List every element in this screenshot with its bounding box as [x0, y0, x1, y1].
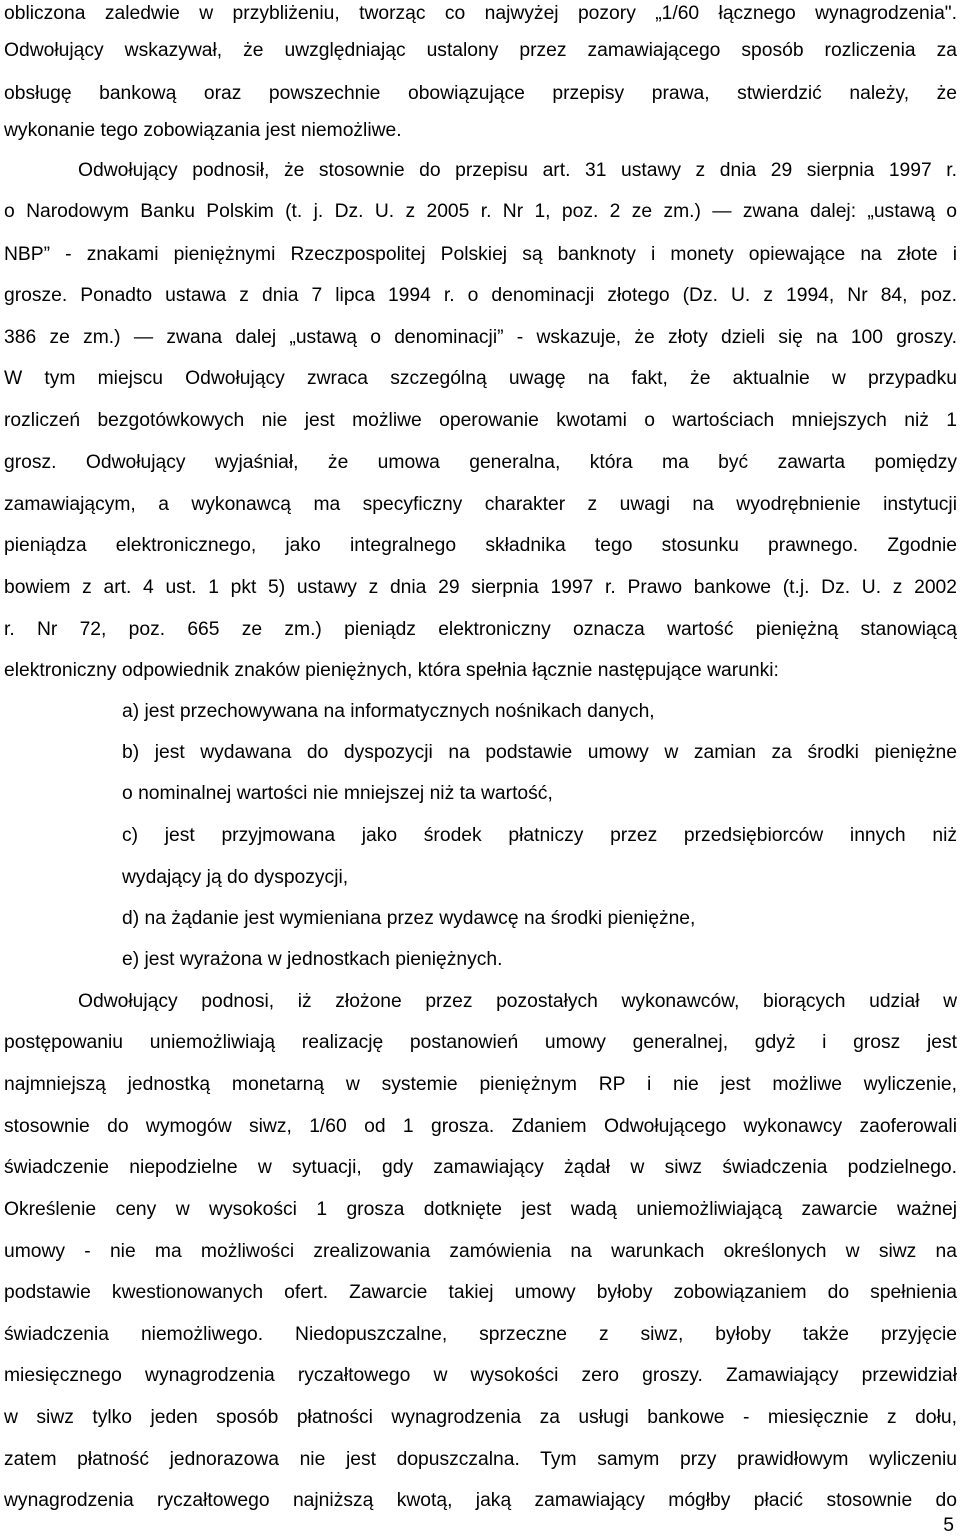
- list-item: b) jest wydawana do dyspozycji na podstawie umowy w zamian za środki pieniężne: [122, 742, 957, 763]
- list-item: c) jest przyjmowana jako środek płatniczy przez przedsiębiorców innych niż: [122, 825, 957, 846]
- page-number: 5: [943, 1515, 954, 1536]
- text-line: grosz. Odwołujący wyjaśniał, że umowa generalna, która ma być zawarta pomiędzy: [4, 452, 957, 473]
- text-line: Odwołujący wskazywał, że uwzględniając ustalony przez zamawiającego sposób rozliczenia za: [4, 40, 957, 61]
- text-line: Określenie ceny w wysokości 1 grosza dotknięte jest wadą uniemożliwiającą zawarcie ważnej: [4, 1199, 957, 1220]
- text-line: obliczona zaledwie w przybliżeniu, tworząc co najwyżej pozory „1/60 łącznego wynagrodzenia".: [4, 3, 957, 24]
- text-line: o Narodowym Banku Polskim (t. j. Dz. U. z 2005 r. Nr 1, poz. 2 ze zm.) ― zwana dalej: „ustawą o: [4, 201, 957, 222]
- text-line: zamawiającym, a wykonawcą ma specyficzny charakter z uwagi na wyodrębnienie instytucji: [4, 494, 957, 515]
- text-line: stosownie do wymogów siwz, 1/60 od 1 grosza. Zdaniem Odwołującego wykonawcy zaoferowali: [4, 1116, 957, 1137]
- text-line: podstawie kwestionowanych ofert. Zawarcie takiej umowy byłoby zobowiązaniem do spełnienia: [4, 1282, 957, 1303]
- text-line: NBP” - znakami pieniężnymi Rzeczpospolitej Polskiej są banknoty i monety opiewające na złote i: [4, 244, 957, 265]
- text-line: zatem płatność jednorazowa nie jest dopuszczalna. Tym samym przy prawidłowym wyliczeniu: [4, 1449, 957, 1470]
- list-item-continuation: o nominalnej wartości nie mniejszej niż ta wartość,: [122, 783, 553, 804]
- text-line: umowy - nie ma możliwości zrealizowania zamówienia na warunkach określonych w siwz na: [4, 1241, 957, 1262]
- text-line: elektroniczny odpowiednik znaków pieniężnych, która spełnia łącznie następujące warunki:: [4, 660, 779, 681]
- text-line: wynagrodzenia ryczałtowego najniższą kwotą, jaką zamawiający mógłby płacić stosownie do: [4, 1490, 957, 1511]
- text-line: W tym miejscu Odwołujący zwraca szczególną uwagę na fakt, że aktualnie w przypadku: [4, 368, 957, 389]
- text-line: w siwz tylko jeden sposób płatności wynagrodzenia za usługi bankowe - miesięcznie z dołu,: [4, 1407, 957, 1428]
- text-line: Odwołujący podnosił, że stosownie do przepisu art. 31 ustawy z dnia 29 sierpnia 1997 r.: [78, 160, 957, 181]
- text-line: świadczenie niepodzielne w sytuacji, gdy zamawiający żądał w siwz świadczenia podzielnego.: [4, 1157, 957, 1178]
- text-line: Odwołujący podnosi, iż złożone przez pozostałych wykonawców, biorących udział w: [78, 991, 957, 1012]
- text-line: najmniejszą jednostką monetarną w systemie pieniężnym RP i nie jest możliwe wyliczenie,: [4, 1074, 957, 1095]
- list-item: d) na żądanie jest wymieniana przez wydawcę na środki pieniężne,: [122, 908, 696, 929]
- list-item: a) jest przechowywana na informatycznych nośnikach danych,: [122, 701, 655, 722]
- text-line: obsługę bankową oraz powszechnie obowiązujące przepisy prawa, stwierdzić należy, że: [4, 83, 957, 104]
- text-line: świadczenia niemożliwego. Niedopuszczalne, sprzeczne z siwz, byłoby także przyjęcie: [4, 1324, 957, 1345]
- text-line: postępowaniu uniemożliwiają realizację postanowień umowy generalnej, gdyż i grosz jest: [4, 1032, 957, 1053]
- text-line: bowiem z art. 4 ust. 1 pkt 5) ustawy z dnia 29 sierpnia 1997 r. Prawo bankowe (t.j. Dz. U. z 2002: [4, 577, 957, 598]
- list-item: e) jest wyrażona w jednostkach pieniężnych.: [122, 949, 503, 970]
- text-line: wykonanie tego zobowiązania jest niemożliwe.: [4, 120, 402, 141]
- list-item-continuation: wydający ją do dyspozycji,: [122, 867, 349, 888]
- text-line: rozliczeń bezgotówkowych nie jest możliwe operowanie kwotami o wartościach mniejszych niż 1: [4, 410, 957, 431]
- text-line: 386 ze zm.) ― zwana dalej „ustawą o denominacji” - wskazuje, że złoty dzieli się na 100 groszy.: [4, 327, 957, 348]
- text-line: r. Nr 72, poz. 665 ze zm.) pieniądz elektroniczny oznacza wartość pieniężną stanowiącą: [4, 619, 957, 640]
- text-line: miesięcznego wynagrodzenia ryczałtowego w wysokości zero groszy. Zamawiający przewidział: [4, 1365, 957, 1386]
- text-line: grosze. Ponadto ustawa z dnia 7 lipca 1994 r. o denominacji złotego (Dz. U. z 1994, Nr 84, poz.: [4, 285, 957, 306]
- text-line: pieniądza elektronicznego, jako integralnego składnika tego stosunku prawnego. Zgodnie: [4, 535, 957, 556]
